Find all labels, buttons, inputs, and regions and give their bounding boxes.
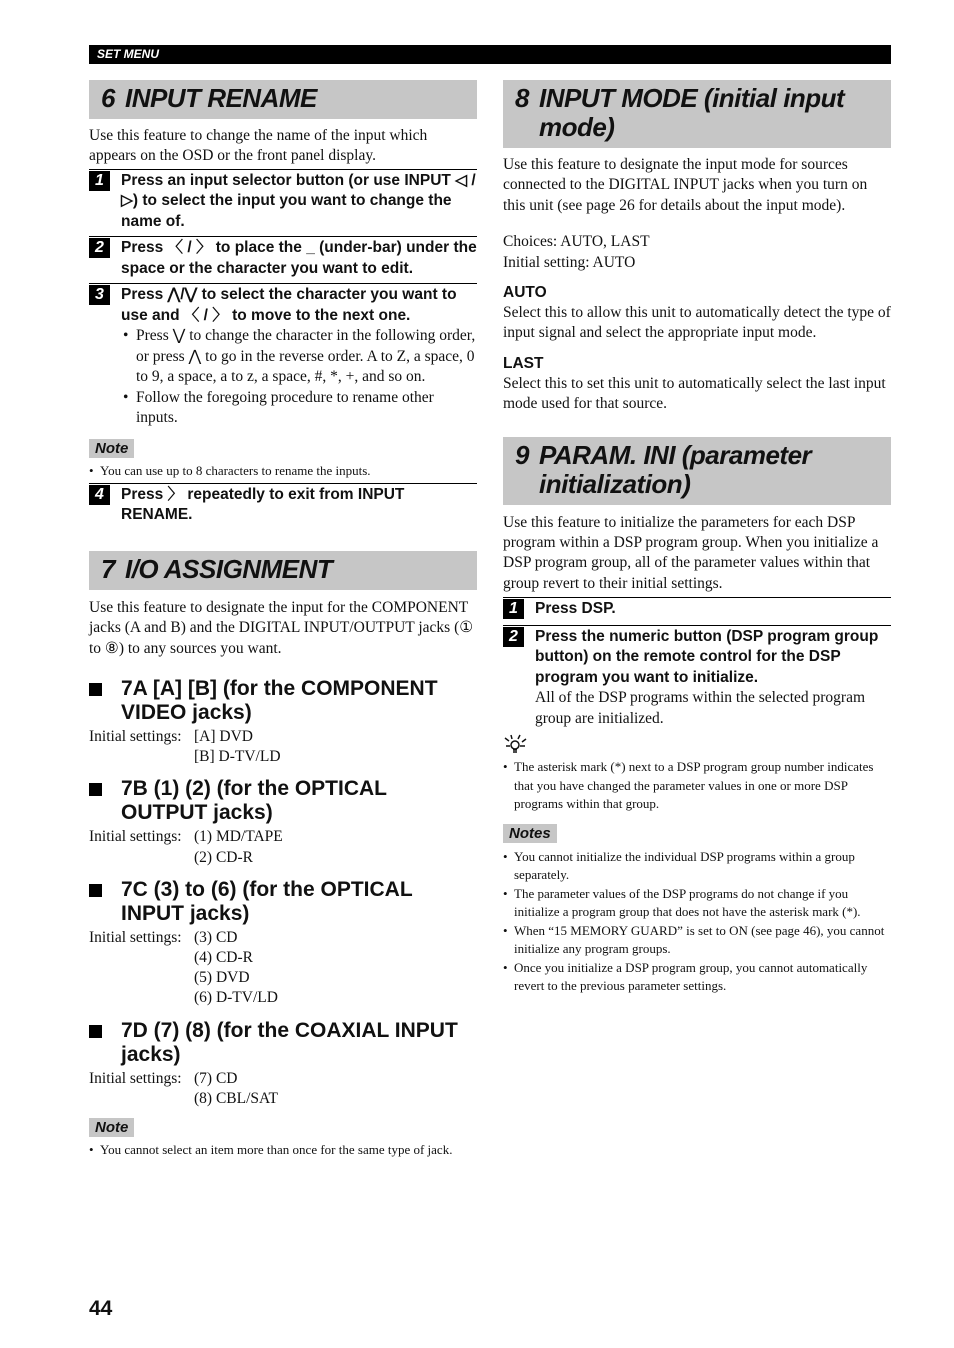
section-title: PARAM. INI (parameter initialization) bbox=[538, 439, 812, 499]
step-4 bbox=[89, 483, 477, 526]
section-title: INPUT MODE (initial input mode) bbox=[538, 83, 845, 142]
list-item: • Follow the foregoing procedure to rename other inputs. bbox=[121, 388, 477, 429]
initial-settings-label: Initial settings: bbox=[89, 928, 182, 946]
step-number-badge: 4 bbox=[89, 485, 110, 505]
setting-value: (7) CD bbox=[194, 1069, 238, 1087]
section-6-intro: Use this feature to change the name of the input which appears on the OSD or the front panel display. bbox=[89, 127, 428, 165]
subsection-7c-title: 7C (3) to (6) (for the OPTICAL INPUT jacks) bbox=[89, 878, 477, 926]
step-number-badge: 3 bbox=[89, 285, 110, 305]
tip-icon bbox=[503, 734, 891, 756]
section-8-intro: Use this feature to designate the input mode for sources connected to the DIGITAL INPUT jacks when you turn on this unit (see page 26 for details about the input mode). bbox=[503, 156, 868, 214]
step-text: Press DSP. bbox=[535, 600, 616, 618]
option-last-text: Select this to set this unit to automatically select the last input mode used for that source. bbox=[503, 374, 886, 413]
step-number-badge: 1 bbox=[503, 599, 524, 619]
note-list bbox=[89, 462, 477, 481]
setting-value: (2) CD-R bbox=[194, 848, 253, 866]
step-2-result: All of the DSP programs within the selected program group are initialized. bbox=[535, 689, 866, 727]
step-text: Press 〉 repeatedly to exit from INPUT RENAME. bbox=[121, 485, 405, 524]
note-label: Note bbox=[89, 1118, 134, 1137]
step-1 bbox=[503, 597, 891, 620]
note-item: • You cannot select an item more than once for the same type of jack. bbox=[89, 1141, 477, 1160]
setting-value: (4) CD-R bbox=[194, 949, 253, 967]
header-bar bbox=[89, 45, 891, 64]
initial-settings-7d bbox=[89, 1069, 477, 1109]
list-item: • Press ⋁ to change the character in the following order, or press ⋀ to go in the reverse order. A to Z, a space, 0 to 9, a space, a to z, a space, #, *, +, and so on. bbox=[121, 326, 477, 387]
step-number-badge: 2 bbox=[89, 238, 110, 258]
section-number: 9 bbox=[515, 439, 529, 470]
note-item: • When “15 MEMORY GUARD” is set to ON (see page 46), you cannot initialize any program groups. bbox=[503, 922, 891, 959]
option-auto-text: Select this to allow this unit to automatically detect the type of input signal and select the appropriate input mode. bbox=[503, 304, 891, 342]
right-column bbox=[503, 80, 891, 996]
option-auto-heading: AUTO bbox=[503, 284, 547, 302]
subsection-7b-title: 7B (1) (2) (for the OPTICAL OUTPUT jacks) bbox=[89, 777, 477, 825]
tip-list bbox=[503, 758, 891, 814]
section-number: 7 bbox=[101, 553, 115, 584]
section-9-heading bbox=[503, 437, 891, 505]
step-2 bbox=[503, 625, 891, 729]
step-number-badge: 1 bbox=[89, 171, 110, 191]
section-9-intro: Use this feature to initialize the parameters for each DSP program within a DSP program group. When you initialize a DSP program group, all of the parameter values within that group revert to their initial settings. bbox=[503, 513, 879, 592]
section-7-intro: Use this feature to designate the input for the COMPONENT jacks (A and B) and the DIGITAL INPUT/OUTPUT jacks (① to ⑧) to any sources you want. bbox=[89, 598, 474, 657]
setting-value: (6) D-TV/LD bbox=[194, 989, 278, 1007]
note-item: • Once you initialize a DSP program group, you cannot automatically revert to the previous parameter settings. bbox=[503, 959, 891, 996]
step-text: Press 〈 / 〉 to place the _ (under-bar) under the space or the character you want to edit. bbox=[121, 239, 477, 277]
section-8-heading bbox=[503, 80, 891, 148]
tip-item: • The asterisk mark (*) next to a DSP program group number indicates that you have changed the parameter values in one or more DSP programs within that group. bbox=[503, 758, 891, 814]
setting-value: [A] DVD bbox=[194, 728, 253, 746]
section-6-heading bbox=[89, 80, 477, 119]
subsection-7d-title: 7D (7) (8) (for the COAXIAL INPUT jacks) bbox=[89, 1019, 477, 1067]
initial-settings-label: Initial settings: bbox=[89, 728, 182, 746]
note-item: • You can use up to 8 characters to rename the inputs. bbox=[89, 462, 477, 481]
setting-value: (1) MD/TAPE bbox=[194, 828, 283, 846]
note-label: Note bbox=[89, 439, 134, 458]
step-3 bbox=[89, 283, 477, 428]
step-3-bullets bbox=[121, 326, 477, 428]
section-title: INPUT RENAME bbox=[124, 83, 317, 113]
initial-setting-text: Initial setting: AUTO bbox=[503, 253, 636, 271]
initial-settings-label: Initial settings: bbox=[89, 828, 182, 846]
header-label: SET MENU bbox=[97, 47, 160, 61]
choices-text: Choices: AUTO, LAST bbox=[503, 233, 650, 251]
section-7-heading bbox=[89, 551, 477, 590]
subsection-7a-title: 7A [A] [B] (for the COMPONENT VIDEO jacks) bbox=[89, 677, 477, 725]
note-list bbox=[89, 1141, 477, 1160]
setting-value: (5) DVD bbox=[194, 969, 250, 987]
initial-settings-label: Initial settings: bbox=[89, 1069, 182, 1087]
section-title: I/O ASSIGNMENT bbox=[124, 553, 333, 584]
setting-value: (3) CD bbox=[194, 928, 238, 946]
step-2 bbox=[89, 236, 477, 279]
step-1 bbox=[89, 169, 477, 233]
section-number: 8 bbox=[515, 83, 529, 113]
notes-label: Notes bbox=[503, 824, 557, 843]
note-item: • You cannot initialize the individual DSP programs within a group separately. bbox=[503, 848, 891, 885]
step-number-badge: 2 bbox=[503, 627, 524, 647]
initial-settings-7c bbox=[89, 928, 477, 1009]
setting-value: (8) CBL/SAT bbox=[194, 1089, 278, 1107]
left-column bbox=[89, 80, 477, 1160]
option-last-heading: LAST bbox=[503, 354, 544, 372]
initial-settings-7a bbox=[89, 727, 477, 767]
step-text: Press an input selector button (or use INPUT ◁ / ▷) to select the input you want to change the name of. bbox=[121, 171, 476, 230]
step-text: Press the numeric button (DSP program group button) on the remote control for the DSP program you want to initialize. bbox=[535, 627, 879, 686]
notes-list bbox=[503, 848, 891, 996]
step-text: Press ⋀/⋁ to select the character you want to use and 〈 / 〉 to move to the next one. bbox=[121, 286, 457, 324]
page-number: 44 bbox=[89, 1297, 113, 1320]
section-number: 6 bbox=[101, 83, 115, 113]
note-item: • The parameter values of the DSP programs do not change if you initialize a program group that does not have the asterisk mark (*). bbox=[503, 885, 891, 922]
setting-value: [B] D-TV/LD bbox=[194, 748, 281, 766]
initial-settings-7b bbox=[89, 827, 477, 867]
